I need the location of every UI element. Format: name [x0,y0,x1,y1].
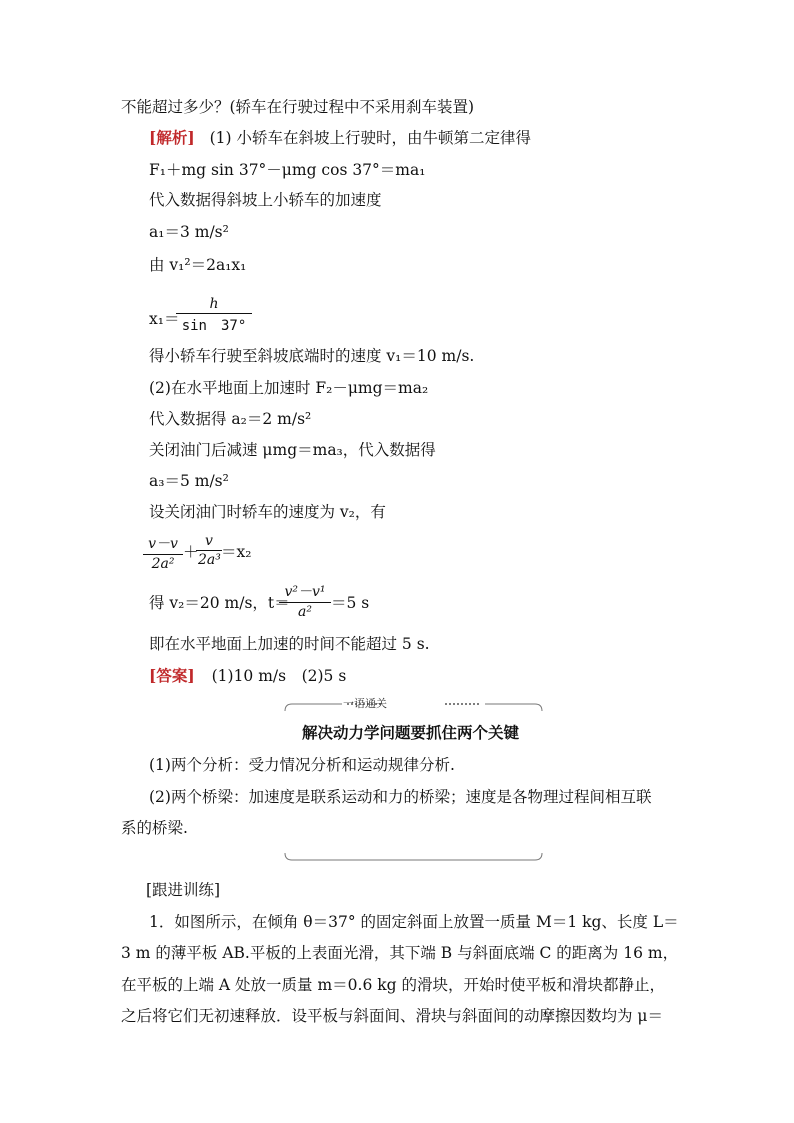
summary-title: 解决动力学问题要抓住两个关键 [302,723,520,742]
question-1-line-4: 之后将它们无初速释放．设平板与斜面间、滑块与斜面间的动摩擦因数均为 μ＝ [121,1007,664,1025]
summary-point-2-line-2: 系的桥梁. [121,819,188,837]
answer-text: (1)10 m/s (2)5 s [211,667,347,685]
analysis-line-6: 得小轿车行驶至斜坡底端时的速度 v₁＝10 m/s. [149,347,475,365]
question-1-line-1: 1．如图所示，在倾角 θ＝37° 的固定斜面上放置一质量 M＝1 kg、长度 L＝ [149,913,679,931]
fraction-x1-denominator: sin 37° [176,313,252,335]
fraction-time-numerator: v²－v¹ [284,584,326,600]
fraction-x1 [176,296,252,335]
equation-newton-incline: F₁＋mg sin 37°－μmg cos 37°＝ma₁ [149,161,426,179]
fraction-term-2-numerator: v [205,533,213,549]
answer-line [149,666,346,686]
analysis-tag: [解析] [149,128,195,147]
analysis-line-11: 设关闭油门时轿车的速度为 v₂，有 [149,503,386,521]
analysis-line-7: (2)在水平地面上加速时 F₂－μmg＝ma₂ [149,379,429,397]
analysis-line-8: 代入数据得 a₂＝2 m/s² [149,410,312,428]
equation-v1-squared: 由 v₁²＝2a₁x₁ [149,256,247,274]
analysis-line-1 [149,128,531,148]
analysis-line-13-a: 得 v₂＝20 m/s，t＝ [149,594,290,612]
fraction-rhs: ＝x₂ [221,543,252,561]
analysis-part1-text: 小轿车在斜坡上行驶时，由牛顿第二定律得 [236,129,532,147]
fraction-term-2-denominator: 2a³ [198,552,221,568]
analysis-line-13-b: ＝5 s [331,594,370,612]
intro-line: 不能超过多少？(轿车在行驶过程中不采用刹车装置) [121,98,475,116]
equation-a1: a₁＝3 m/s² [149,223,229,241]
fraction-time-denominator: a² [279,602,331,620]
fraction-term-1-numerator: v－v [148,536,178,552]
analysis-line-3: 代入数据得斜坡上小轿车的加速度 [149,191,382,209]
question-1-line-2: 3 m 的薄平板 AB.平板的上表面光滑，其下端 B 与斜面底端 C 的距离为 16 m， [121,944,679,962]
answer-tag: [答案] [149,666,195,685]
analysis-line-9: 关闭油门后减速 μmg＝ma₃，代入数据得 [149,441,436,459]
summary-box-bottom-border [284,852,543,864]
summary-point-1: (1)两个分析：受力情况分析和运动规律分析. [149,756,455,774]
analysis-conclusion: 即在水平地面上加速的时间不能超过 5 s. [149,635,430,653]
fraction-term-1-denominator: 2a² [143,554,183,572]
fraction-time [279,581,331,620]
summary-badge: 一语通关 [343,697,387,710]
fraction-x1-lhs: x₁＝ [149,310,180,328]
summary-point-2-line-1: (2)两个桥梁：加速度是联系运动和力的桥梁；速度是各物理过程间相互联 [149,788,652,806]
fraction-term-2 [196,533,222,568]
question-1-line-3: 在平板的上端 A 处放一质量 m＝0.6 kg 的滑块，开始时使平板和滑块都静止， [121,976,665,994]
practice-tag: [跟进训练] [146,881,221,899]
fraction-plus-sign: ＋ [183,543,199,561]
summary-box-top-border [284,700,543,712]
fraction-x1-numerator: h [209,296,219,312]
analysis-part1-prefix: (1) [209,129,232,147]
fraction-term-1 [143,533,183,572]
analysis-line-10: a₃＝5 m/s² [149,472,229,490]
